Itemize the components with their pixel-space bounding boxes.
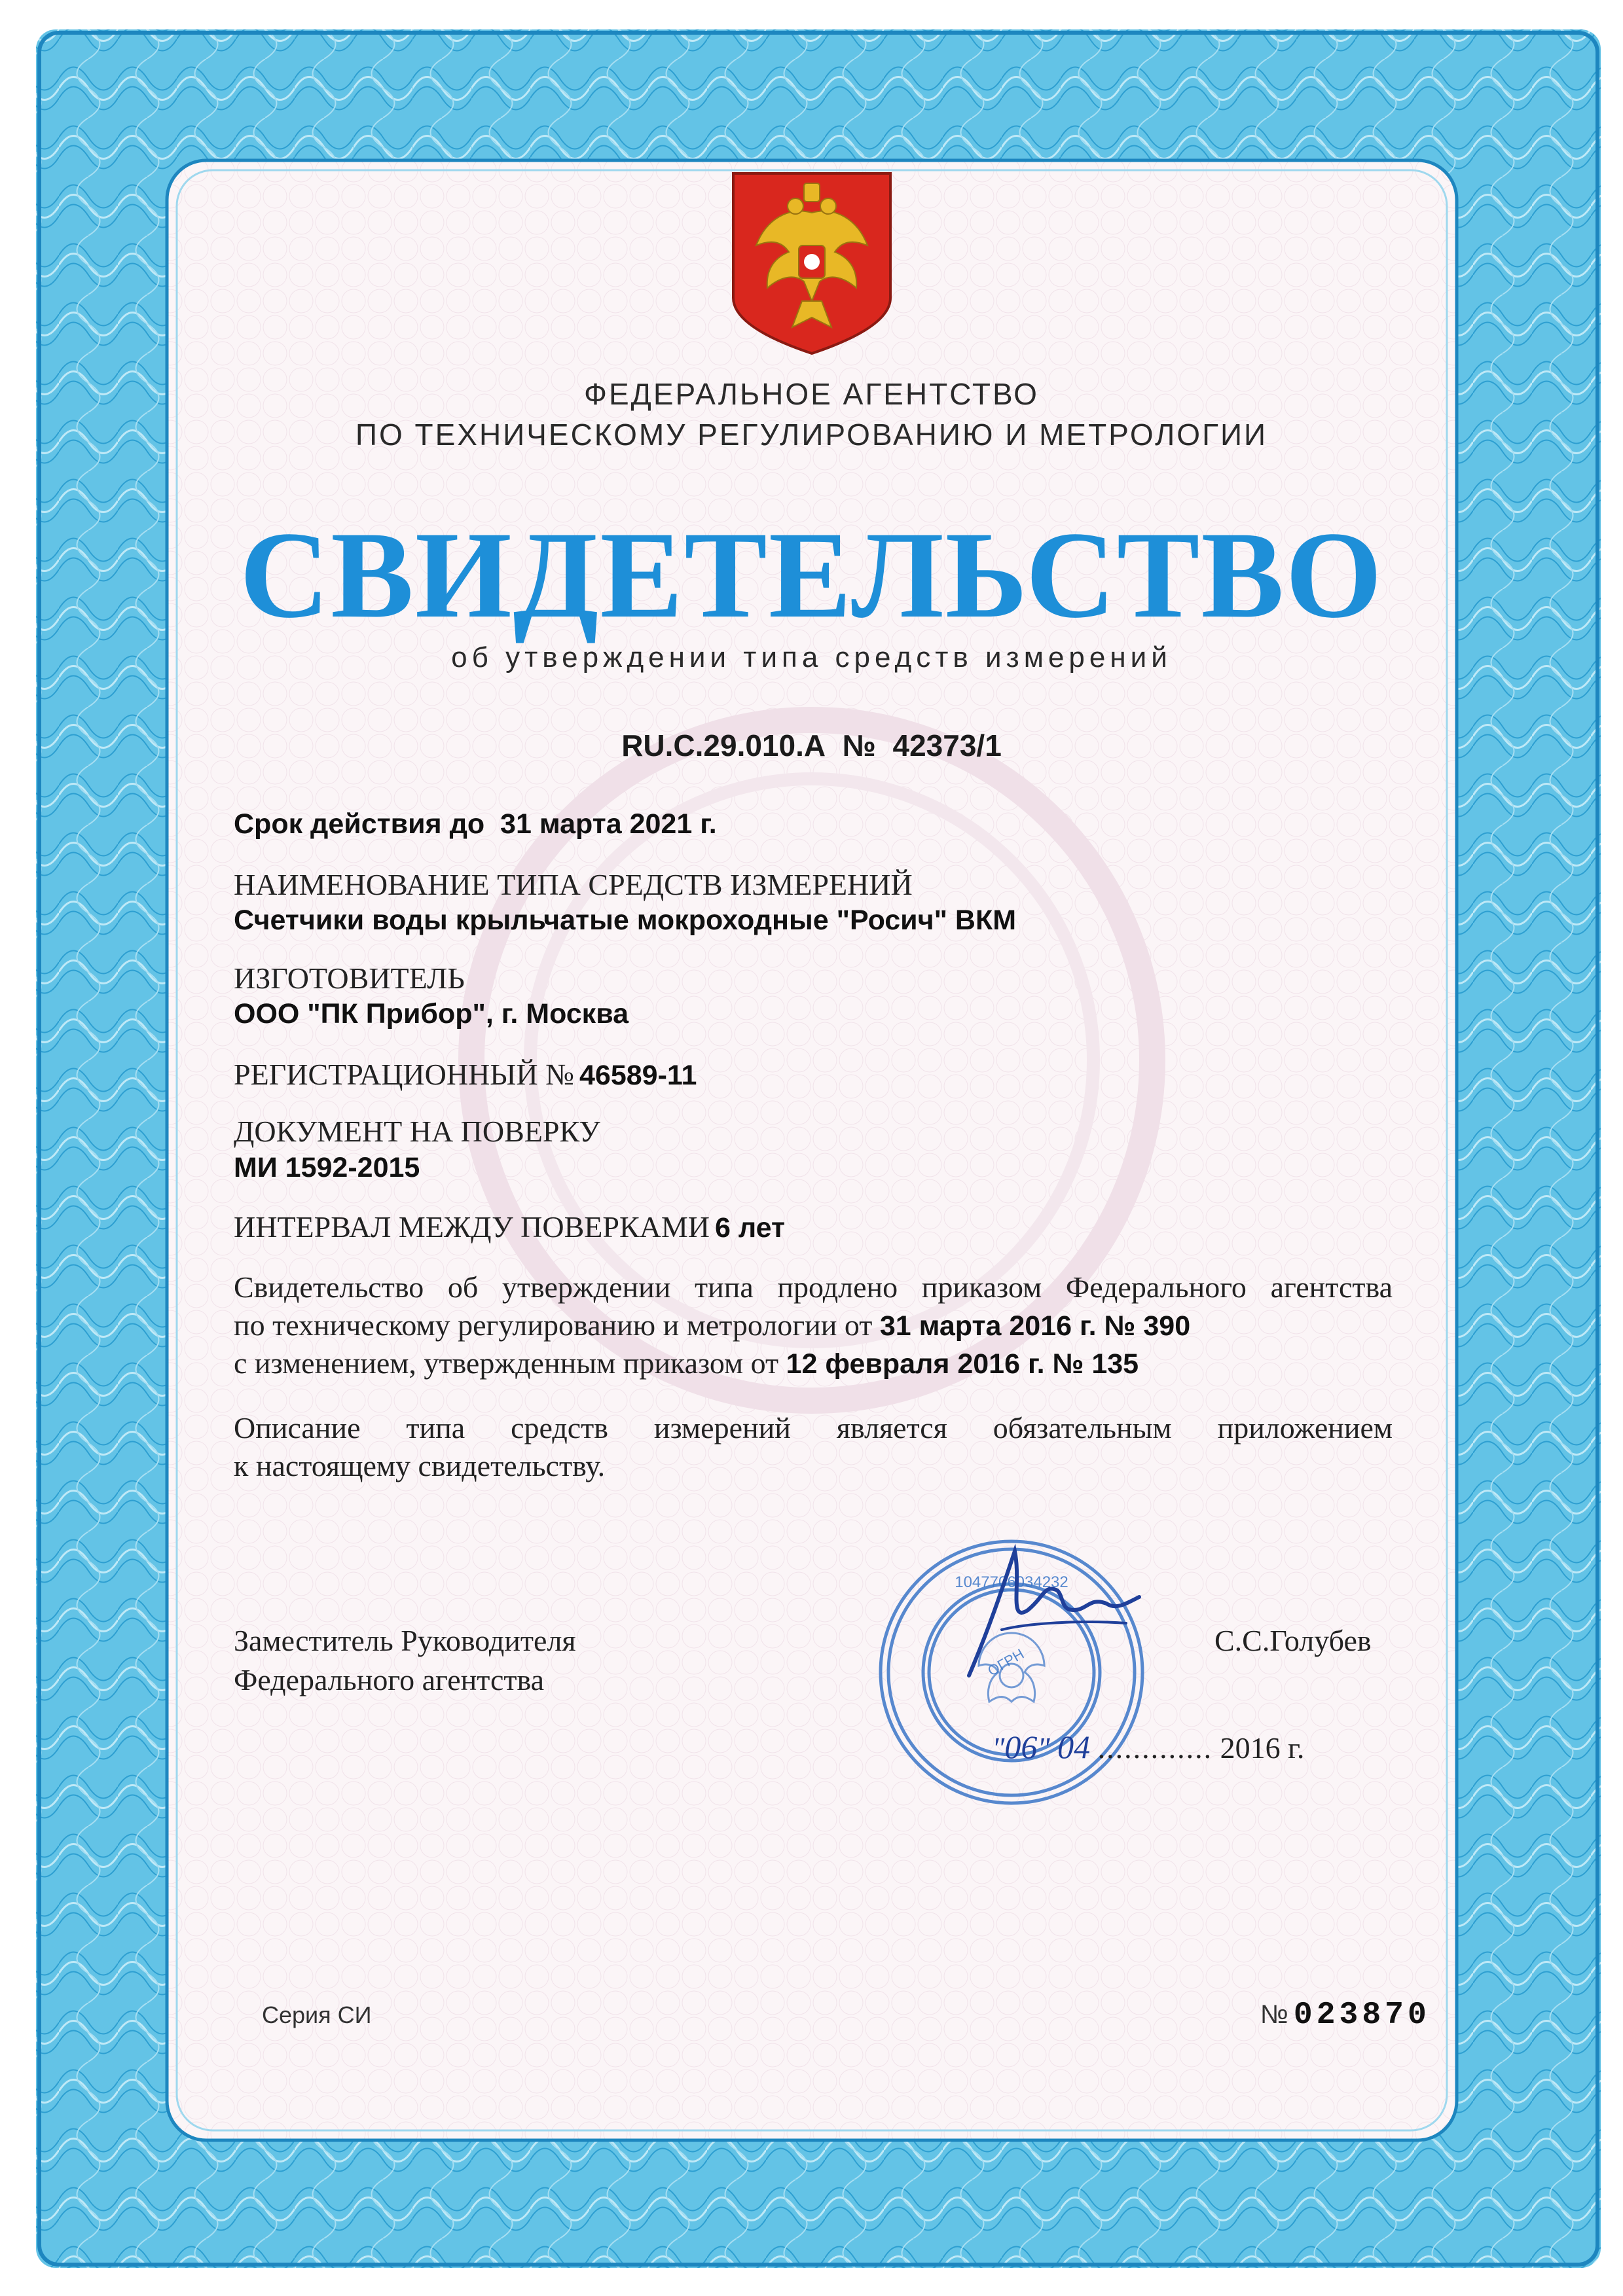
agency-name-line2: ПО ТЕХНИЧЕСКОМУ РЕГУЛИРОВАНИЮ И МЕТРОЛОГИИ: [355, 418, 1268, 452]
registry-code: RU.C.29.010.A: [621, 728, 826, 762]
date-month: 04: [1057, 1729, 1091, 1765]
extension-line3: [234, 1346, 1139, 1380]
document-subtitle: об утверждении типа средств измерений: [451, 641, 1172, 673]
registration-value: 46589-11: [579, 1060, 697, 1091]
stamp-ogrn-label: ОГРН: [985, 1645, 1027, 1679]
interval-value: 6 лет: [714, 1212, 786, 1244]
extension-order-2: 12 февраля 2016 г. № 135: [786, 1348, 1139, 1380]
verification-doc-label: ДОКУМЕНТ НА ПОВЕРКУ: [234, 1115, 600, 1148]
registry-number-sign: №: [842, 728, 876, 762]
registration: [234, 1057, 697, 1092]
serial-number-value: 023870: [1293, 1998, 1431, 2033]
series-label: Серия СИ: [262, 2001, 372, 2028]
extension-order-1: 31 марта 2016 г. № 390: [879, 1310, 1191, 1342]
validity-date: 31 марта 2021 г.: [500, 808, 717, 840]
interval-label: ИНТЕРВАЛ МЕЖДУ ПОВЕРКАМИ: [234, 1210, 710, 1244]
type-name-value: Счетчики воды крыльчатые мокроходные "Росич" ВКМ: [234, 905, 1017, 936]
extension-line2-prefix: по техническому регулированию и метрологии от: [234, 1308, 873, 1342]
registry-number: [0, 728, 1623, 763]
stamp-ogrn-number: 1047706034232: [955, 1573, 1068, 1591]
appendix-line1: Описание типа средств измерений является обязательным приложением: [234, 1411, 1393, 1444]
registry-number-value: 42373/1: [892, 728, 1002, 762]
type-name-label: НАИМЕНОВАНИЕ ТИПА СРЕДСТВ ИЗМЕРЕНИЙ: [234, 868, 913, 901]
verification-interval: [234, 1210, 785, 1244]
coat-of-arms-emblem: [727, 167, 897, 357]
extension-line1: Свидетельство об утверждении типа продлено приказом Федерального агентства: [234, 1270, 1393, 1304]
signature-date: "06" 04 ............. 2016 г.: [992, 1729, 1305, 1765]
extension-line3-prefix: с изменением, утвержденным приказом от: [234, 1346, 779, 1380]
manufacturer-label: ИЗГОТОВИТЕЛЬ: [234, 961, 465, 995]
signer-position-line1: Заместитель Руководителя: [234, 1624, 576, 1657]
serial-number: [1260, 1998, 1431, 2033]
document-title: СВИДЕТЕЛЬСТВО: [239, 507, 1384, 644]
signer-name: С.С.Голубев: [1214, 1624, 1372, 1657]
handwritten-signature: [930, 1512, 1178, 1708]
signer-position-line2: Федерального агентства: [234, 1663, 544, 1696]
manufacturer-value: ООО "ПК Прибор", г. Москва: [234, 998, 629, 1030]
appendix-line2: к настоящему свидетельству.: [234, 1449, 606, 1482]
agency-name-line1: ФЕДЕРАЛЬНОЕ АГЕНТСТВО: [584, 377, 1039, 411]
verification-doc-value: МИ 1592-2015: [234, 1152, 420, 1183]
validity: [234, 808, 717, 840]
date-day: 06: [1004, 1729, 1038, 1765]
extension-line2: [234, 1308, 1190, 1342]
validity-label: Срок действия до: [234, 808, 485, 840]
registration-label: РЕГИСТРАЦИОННЫЙ №: [234, 1058, 575, 1091]
serial-number-sign: №: [1260, 2000, 1288, 2029]
date-year: 2016 г.: [1220, 1731, 1305, 1765]
